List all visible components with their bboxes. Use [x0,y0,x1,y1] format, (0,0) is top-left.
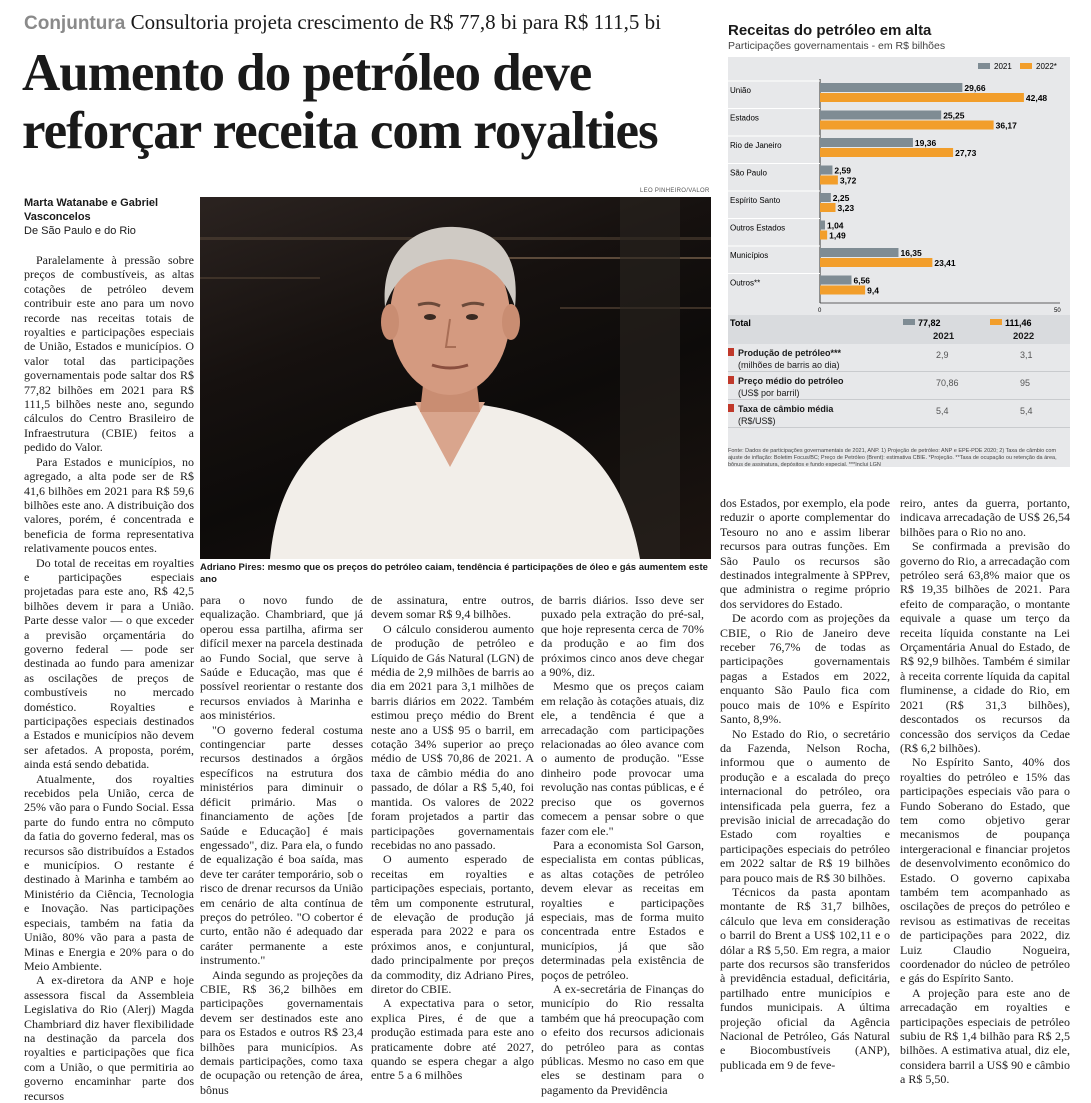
row-label: Preço médio do petróleo [738,376,844,386]
data-label: 1,49 [829,230,846,241]
photo-credit: LEO PINHEIRO/VALOR [640,188,710,194]
info-col-2022: 2022 [1013,331,1035,342]
paragraph: O aumento esperado de receitas em royalties e participações especiais, portanto, têm um componente estrutural, de elevação de produção já esperada para 2022 e para os próximos anos, e conjuntural, dado principalmente por preços da commodity, diz Adriano Pires, diretor do CBIE. [371,852,534,996]
paragraph: A ex-diretora da ANP e hoje assessora fiscal da Assembleia Legislativa do Rio (Alerj) Magda Chambriard diz haver flexibilidade na destinação da parcela dos royalties e participações que fica com a União, o que permitiria ao governo encaminhar parte dos recursos [24,973,194,1103]
data-label: 2,25 [832,193,850,203]
bar-2021 [820,166,832,175]
bar-2021 [820,193,831,202]
bar-chart [728,57,1070,327]
row-value-2022: 3,1 [1020,350,1033,360]
info-row-exchange [728,400,1070,428]
data-label: 36,17 [995,120,1017,131]
chart-title: Receitas do petróleo em alta [728,22,932,39]
category-label: União [730,86,751,95]
tick-label: 50 [1054,308,1061,314]
bar-2022 [820,148,953,157]
paragraph: Do total de receitas em royalties e participações especiais projetadas para este ano, R$ 42,5 bilhões devem ir para a União. Parte desse valor — o que exceder a previsão orçamentária do governo federal — pode ser destinada ao fundo para amenizar as oscilações de preços de combustíveis no mercado doméstico. Royalties e participações especiais destinados a Estados e municípios não devem ser afetados. A proposta, porém, ainda está sendo debatida. [24,555,194,772]
category-label: Outros Estados [730,223,786,233]
info-table [728,330,1070,428]
chart-subtitle: Participações governamentais - em R$ bilhões [728,40,946,52]
body-column-1 [24,253,194,1103]
data-label: 27,73 [955,148,977,158]
row-marker [728,376,734,384]
byline [24,196,194,238]
paragraph: dos Estados, por exemplo, ela pode reduzir o aporte complementar do Tesouro no ano e assim liberar recursos para outras funções. Em São Paulo os recursos são destinados integralmente à SPPrev, que administra o regime próprio dos servidores do Estado. [720,496,890,611]
bar-2022 [820,93,1024,102]
row-value-2021: 2,9 [936,350,949,360]
legend-swatch-2021 [978,63,990,69]
bar-2021 [820,111,941,120]
paragraph: Se confirmada a previsão do governo do Rio, a arrecadação com petróleo será 63,8% maior que os R$ 19,35 bilhões de 2021. Para efeito de comparação, o montante equivale a quase um terço da receita líquida constante na Lei Orçamentária Anual do Estado, de R$ 92,9 bilhões. Também é similar à receita corrente líquida da capital fluminense, a cidade do Rio, em 2021 (R$ 31,3 bilhões), descontados os recursos da concessão dos serviços da Cedae (R$ 6,2 bilhões). [900,539,1070,755]
total-label: Total [730,318,751,328]
data-label: 25,25 [943,110,965,121]
photo-caption: Adriano Pires: mesmo que os preços do petróleo caiam, tendência é participações de óleo e gás aumentem este ano [200,562,708,585]
info-col-2021: 2021 [933,331,955,342]
info-table-header [728,330,1070,344]
bar-2022 [820,231,827,240]
total-value-2021: 77,82 [918,318,941,328]
category-label: Rio de Janeiro [730,141,782,150]
info-row-price [728,372,1070,400]
row-label: Taxa de câmbio média [738,404,834,414]
bar-2022 [820,121,994,130]
bar-2022 [820,176,838,185]
row-unit: (R$/US$) [738,416,776,426]
bar-2022 [820,203,836,212]
bar-2021 [820,83,962,92]
bar-2021 [820,221,825,230]
paragraph: para o novo fundo de equalização. Chambriard, que já operou essa partilha, afirma ser difícil mexer na parcela destinada ao Fundo Social, que serve à Saúde e Educação, mas que é possível reorientar o restante dos recursos enviados à Marinha e aos ministérios. [200,593,363,723]
data-label: 29,66 [964,83,986,93]
paragraph: O cálculo considerou aumento de produção de petróleo e Líquido de Gás Natural (LGN) de média de 2,9 milhões de barris ao dia em 2021 para 3,1 milhões de barris diários em 2022. Também estimou preço médio do Brent neste ano a US$ 95 o barril, em cotação 34% superior ao preço médio de US$ 70,86 de 2021. A taxa de câmbio média do ano passado, de dólar a R$ 5,40, foi mantida. Os valores de 2022 foram projetados a partir das participações governamentais recebidas no ano passado. [371,621,534,852]
data-label: 42,48 [1025,93,1048,103]
body-column-2 [200,593,363,1097]
paragraph: A expectativa para o setor, explica Pires, é de que a produção estimada para este ano praticamente dobre até 2027, quando se espera chegar a algo entre 5 a 6 milhões [371,996,534,1083]
row-value-2022: 5,4 [1020,406,1033,416]
kicker [24,10,661,35]
row-value-2022: 95 [1020,378,1031,388]
body-column-4 [541,593,704,1097]
row-unit: (milhões de barris ao dia) [738,360,840,370]
paragraph: Paralelamente à pressão sobre preços de combustíveis, as altas cotações de petróleo devem contribuir este ano para um novo recorde nas receitas totais de royalties e participações especiais de União, Estados e municípios. O valor total das participações governamentais pode saltar dos R$ 77,82 bilhões em 2021 para R$ 111,5 bilhões neste ano, segundo cálculos do Centro Brasileiro de Infraestrutura (CBIE) feitos a pedido do Valor. [24,253,194,455]
bar-2022 [820,258,932,267]
headline: Aumento do petróleo deve reforçar receita com royalties [22,44,658,160]
paragraph: "O governo federal costuma contingenciar parte desses recursos destinados a órgãos específicos na estrutura dos ministérios para diminuir o déficit primário. Mas o financiamento de ações [de Saúde e Educação] é mais engessado", diz. Para ela, o fundo de equalização é boa saída, mas deve ter caráter temporário, sob o risco de drenar recursos da União em cenário de alta contínua de preços do petróleo. "O cobertor é curto, então não é adequado dar caráter permanente a este instrumento." [200,722,363,968]
body-column-5 [720,496,890,1072]
portrait-illustration [200,197,711,559]
byline-location: De São Paulo e do Rio [24,225,136,237]
category-label: São Paulo [730,168,767,178]
category-label: Espírito Santo [730,196,781,205]
data-label: 6,56 [853,275,871,286]
paragraph: De acordo com as projeções da CBIE, o Rio de Janeiro deve receber 76,7% de todas as participações governamentais pagas a Estados em 2022, enquanto São Paulo fica com pouco mais de 10% e Espírito Santo, 8,9%. [720,611,890,727]
paragraph: Para a economista Sol Garson, especialista em contas públicas, as altas cotações de petróleo devem elevar as receitas em royalties e participações especiais, mas de forma muito concentrada entre Estados e municípios, já que são determinadas pela existência de poços de petróleo. [541,837,704,982]
paragraph: Ainda segundo as projeções da CBIE, R$ 36,2 bilhões em participações governamentais devem ser destinados este ano para os Estados e outros R$ 23,4 bilhões para municípios. As demais participações, como taxa de ocupação ou retenção de área, bônus [200,967,363,1097]
tick-label: 0 [818,308,822,314]
paragraph: No Estado do Rio, o secretário da Fazenda, Nelson Rocha, informou que o aumento de produção e a escalada do preço internacional do petróleo, ora intensificada pela guerra, fez a previsão inicial de arrecadação do Estado com royalties e participações especiais do petróleo em 2022 saltar de R$ 19 bilhões para pouco mais de R$ 30 bilhões. [720,726,890,885]
paragraph: A ex-secretária de Finanças do município do Rio ressalta também que há preocupação com o efeito dos recursos adicionais do petróleo para as contas públicas. Mesmo no caso em que eles se destinam para o pagamento da Previdência [541,981,704,1097]
legend-label-2021: 2021 [994,62,1012,71]
category-label: Municípios [730,251,769,260]
bar-2022 [820,286,865,295]
legend-label-2022: 2022* [1036,62,1057,71]
data-label: 19,36 [914,138,937,148]
info-row-production [728,344,1070,372]
category-label: Estados [730,113,759,123]
paragraph: Para Estados e municípios, no agregado, a alta pode ser de R$ 41,6 bilhões em 2021 para R$ 59,6 bilhões este ano. A distribuição dos valores, porém, é concentrada e beneficia de forma representativa relativamente poucos entes. [24,454,194,556]
body-column-6 [900,496,1070,1087]
data-label: 3,72 [839,175,857,186]
bar-2021 [820,276,851,285]
kicker-text: Consultoria projeta crescimento de R$ 77,8 bi para R$ 111,5 bi [130,10,661,34]
data-label: 23,41 [934,258,956,268]
paragraph: de barris diários. Isso deve ser puxado pela extração do pré-sal, que hoje representa cerca de 70% da produção e ao fim dos próximos cinco anos deve chegar a 90%, diz. [541,593,704,680]
bar-2021 [820,248,898,257]
chart-source: Fonte: Dados de participações governamentais de 2021, ANP. 1) Projeção de petróleo: ANP e EPE-PDE 2020; 2) Taxa de câmbio com ajuste de inflação: Boletim Focus/BC; Preço de Petróleo (Brent): estimativa CBIE. *Projeção. **Taxa de ocupação ou retenção da área, bônus de assinatura, depósitos e fundo especial. ***Inclui LGN [728,448,1057,468]
data-label: 9,4 [867,285,879,296]
data-label: 3,23 [837,203,855,213]
paragraph: Atualmente, dos royalties recebidos pela União, cerca de 25% vão para o Fundo Social. Essa parte do fundo entra no cômputo da fatia do governo federal, mas os recursos são distribuídos a Estados e municípios. O restante é destinado à Marinha e também ao Ministério da Ciência, Tecnologia e Inovação. Nas participações especiais, também na fatia da União, 80% vão para a pasta de Minas e Energia e 20% para o do Meio Ambiente. [24,771,194,973]
paragraph: de assinatura, entre outros, devem somar R$ 9,4 bilhões. [371,593,534,622]
total-value-2022: 111,46 [1005,318,1032,328]
legend-swatch-2022 [1020,63,1032,69]
paragraph: No Espírito Santo, 40% dos royalties do petróleo e 15% das participações especiais vão para o Fundo Soberano do Estado, que tem como objetivo gerar mecanismos de poupança intergeracional e financiar projetos de desenvolvimento econômico do Estado. O governo capixaba também tem acompanhado as oscilações de preços do petróleo e revisou as estimativas de receitas de participações para 2022, diz Luiz Claudio Nogueira, coordenador do núcleo de petróleo e gás do Espírito Santo. [900,755,1070,986]
total-swatch-2021 [903,319,915,325]
paragraph: reiro, antes da guerra, portanto, indicava arrecadação de US$ 26,54 bilhões para o Rio no ano. [900,496,1070,539]
row-value-2021: 5,4 [936,406,949,416]
total-swatch-2022 [990,319,1002,325]
paragraph: Técnicos da pasta apontam montante de R$ 31,7 bilhões, cálculo que leva em consideração o barril do Brent a US$ 102,11 e o dólar a R$ 5,50. Em regra, a maior parte dos recursos são transferidos à previdência estadual, deficitária, partilhado entre municípios e fundos municipais. A última projeção oficial da Agência Nacional de Petróleo, Gás Natural e Biocombustíveis (ANP), publicada em 9 de feve- [720,884,890,1072]
row-marker [728,404,734,412]
byline-authors: Marta Watanabe e Gabriel Vasconcelos [24,197,159,223]
row-unit: (US$ por barril) [738,388,800,398]
category-label: Outros** [730,278,761,288]
photo-adriano-pires [200,197,711,559]
bar-2021 [820,138,913,147]
data-label: 16,35 [900,248,922,258]
row-marker [728,348,734,356]
data-label: 1,04 [826,220,844,231]
paragraph: A projeção para este ano de arrecadação em royalties e participações especiais de petróleo subiu de R$ 1,4 bilhão para R$ 2,5 bilhões. A estimativa atual, diz ele, considera barril a US$ 90 e câmbio a R$ 5,50. [900,985,1070,1087]
data-label: 2,59 [834,165,851,176]
row-value-2021: 70,86 [936,378,959,388]
paragraph: Mesmo que os preços caiam em relação às cotações atuais, diz ele, a tendência é que a arrecadação com participações relacionadas ao óleo avance com o aumento de produção. "Esse dinheiro pode provocar uma revolução nas contas públicas, e é preciso que os governos comecem a pensar sobre o que fazer com ele." [541,679,704,838]
body-column-3 [371,593,534,1083]
row-label: Produção de petróleo*** [738,348,842,358]
section-label: Conjuntura [24,13,126,34]
